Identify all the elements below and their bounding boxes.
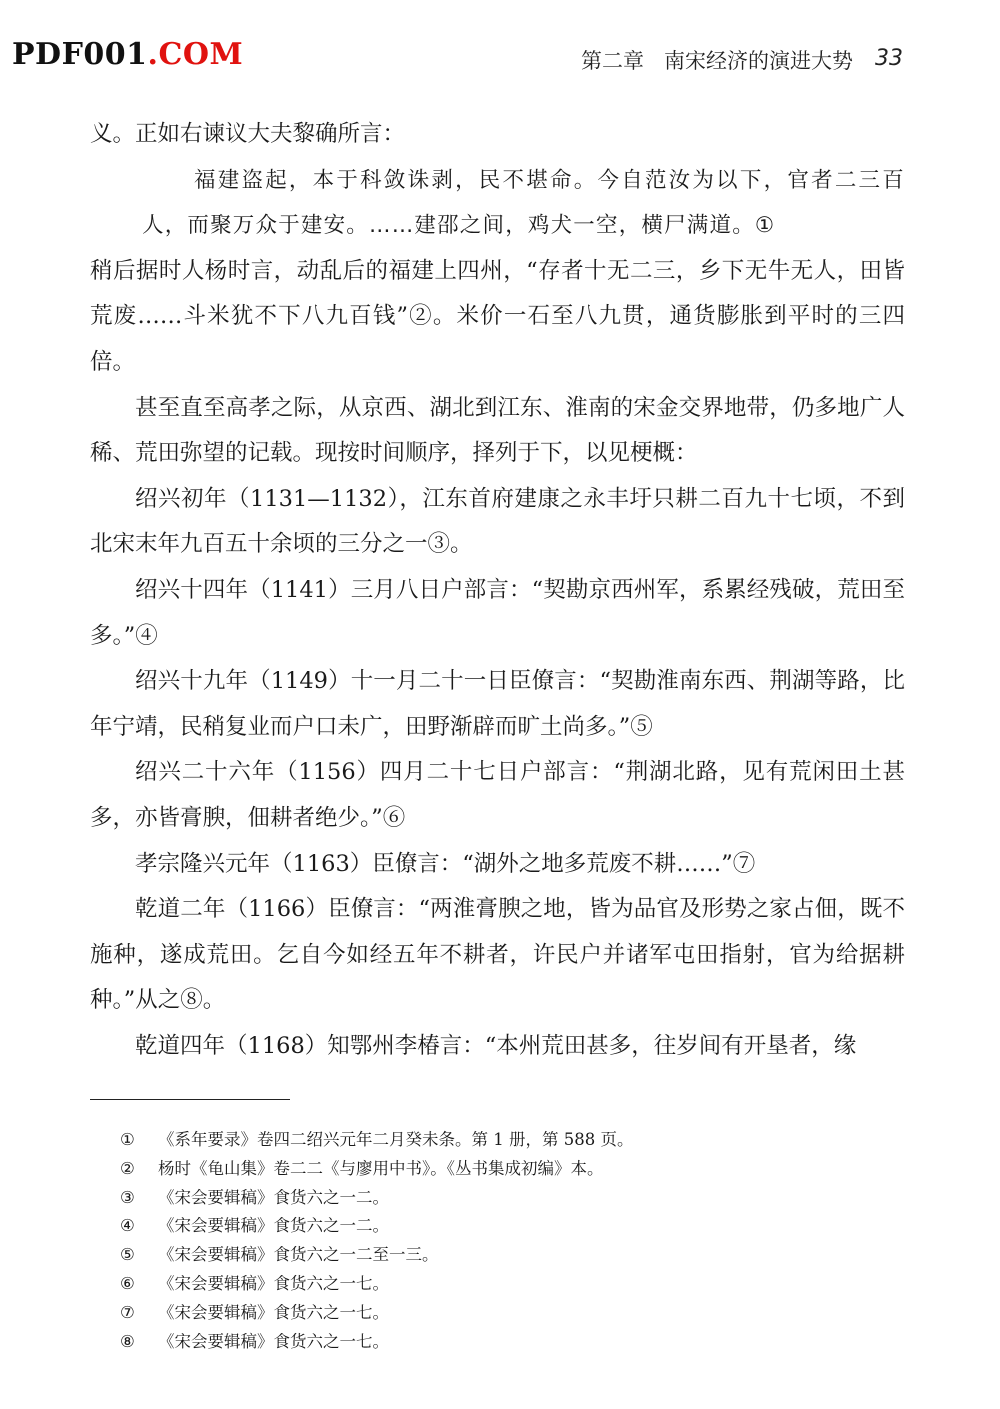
footnote xyxy=(120,1126,820,1155)
paragraph: 绍兴初年（1131—1132），江东首府建康之永丰圩只耕二百九十七顷，不到北宋末年九百五十余顷的三分之一③。 xyxy=(90,485,905,558)
footnote-mark: ⑤ xyxy=(120,1245,135,1265)
main-text xyxy=(90,112,905,1069)
footnote-mark: ① xyxy=(120,1130,135,1149)
footnote-mark: ⑦ xyxy=(120,1302,135,1322)
footnote-divider xyxy=(90,1099,290,1100)
block-quote: 福建盗起，本于科敛诛剥，民不堪命。今自范汝为以下，官者二三百人，而聚万众于建安。……建邵之间，鸡犬一空，横尸满道。① xyxy=(142,167,905,239)
footnote xyxy=(120,1270,820,1299)
footnote-text: 《宋会要辑稿》食货六之一七。 xyxy=(158,1331,389,1351)
footnote-text: 《宋会要辑稿》食货六之一七。 xyxy=(158,1302,389,1322)
footnote-text: 杨时《龟山集》卷二二《与廖用中书》。《丛书集成初编》本。 xyxy=(158,1158,604,1178)
footnote-text: 《系年要录》卷四二绍兴元年二月癸未条。第 1 册，第 588 页。 xyxy=(158,1130,634,1149)
running-header xyxy=(581,48,905,74)
paragraph: 绍兴二十六年（1156）四月二十七日户部言：“荆湖北路，见有荒闲田土甚多，亦皆膏腴，佃耕者绝少。”⑥ xyxy=(90,759,905,831)
footnote-text: 《宋会要辑稿》食货六之一二。 xyxy=(158,1187,389,1207)
footnote-mark: ④ xyxy=(120,1216,135,1236)
paragraph: 义。正如右谏议大夫黎确所言： xyxy=(90,121,406,147)
paragraph: 乾道二年（1166）臣僚言：“两淮膏腴之地，皆为品官及形势之家占佃，既不施种，遂成荒田。乞自今如经五年不耕者，许民户并诸军屯田指射，官为给据耕种。”从之⑧。 xyxy=(90,896,905,1014)
footnote xyxy=(120,1155,820,1184)
paragraph: 孝宗隆兴元年（1163）臣僚言：“湖外之地多荒废不耕……”⑦ xyxy=(135,850,756,877)
paragraph: 甚至直至高孝之际，从京西、湖北到江东、淮南的宋金交界地带，仍多地广人稀、荒田弥望的记载。现按时间顺序，择列于下，以见梗概： xyxy=(90,394,905,467)
paragraph: 绍兴十九年（1149）十一月二十一日臣僚言：“契勘淮南东西、荆湖等路，比年宁靖，民稍复业而户口未广，田野渐辟而旷土尚多。”⑤ xyxy=(90,668,905,740)
footnote-mark: ⑥ xyxy=(120,1273,135,1293)
footnote-mark: ② xyxy=(120,1158,135,1178)
logo-text-part2: .COM xyxy=(147,37,244,72)
chapter-label: 第二章 xyxy=(581,49,644,73)
paragraph: 乾道四年（1168）知鄂州李椿言：“本州荒田甚多，往岁间有开垦者，缘 xyxy=(135,1032,857,1059)
paragraph: 绍兴十四年（1141）三月八日户部言：“契勘京西州军，系累经残破，荒田至多。”④ xyxy=(90,576,905,649)
footnote xyxy=(120,1299,820,1328)
footnote-text: 《宋会要辑稿》食货六之一二。 xyxy=(158,1216,389,1236)
footnote-text: 《宋会要辑稿》食货六之一七。 xyxy=(158,1273,389,1293)
footnote-mark: ⑧ xyxy=(120,1331,135,1351)
footnote xyxy=(120,1241,820,1270)
footnote-text: 《宋会要辑稿》食货六之一二至一三。 xyxy=(158,1245,439,1265)
paragraph: 稍后据时人杨时言，动乱后的福建上四州，“存者十无二三，乡下无牛无人，田皆荒废……斗米犹不下八九百钱”②。米价一石至八九贯，通货膨胀到平时的三四倍。 xyxy=(90,257,905,375)
footnote xyxy=(120,1184,820,1213)
footnote-mark: ③ xyxy=(120,1187,135,1207)
chapter-title: 南宋经济的演进大势 xyxy=(664,49,853,73)
footnote xyxy=(120,1212,820,1241)
footnote xyxy=(120,1328,820,1357)
logo-text-part1: PDF001 xyxy=(12,37,148,72)
footnotes xyxy=(120,1126,820,1356)
site-watermark-logo xyxy=(12,38,243,72)
page-number: 33 xyxy=(875,46,903,71)
